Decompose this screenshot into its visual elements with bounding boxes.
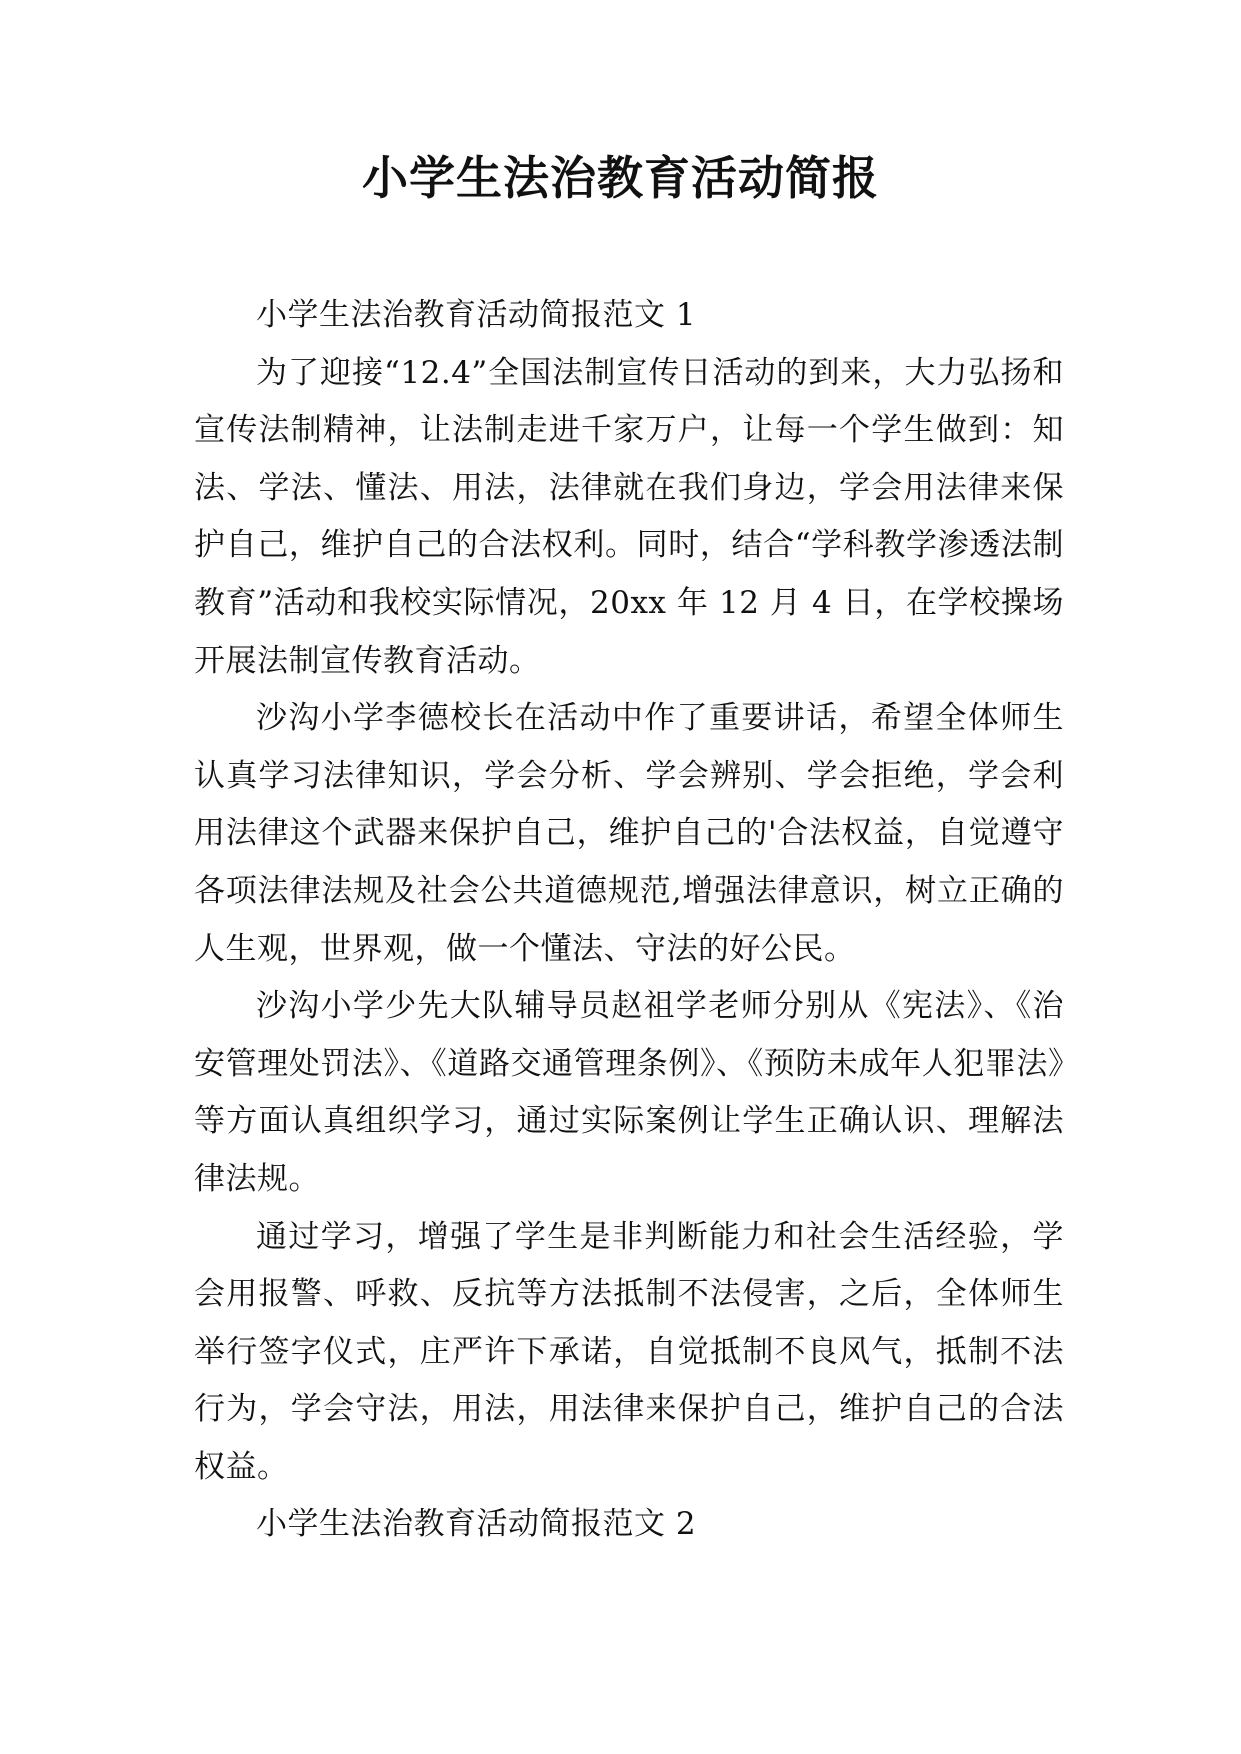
document-title: 小学生法治教育活动简报 <box>362 151 879 205</box>
paragraph-principal-speech: 沙沟小学李德校长在活动中作了重要讲话，希望全体师生认真学习法律知识，学会分析、学会辨别、学会拒绝，学会利用法律这个武器来保护自己，维护自己的'合法权益，自觉遵守各项法律法规及社会公共道德规范,增强法律意识，树立正确的人生观，世界观，做一个懂法、守法的好公民。 <box>194 700 1064 967</box>
section-heading-2: 小学生法治教育活动简报范文 2 <box>256 1506 697 1543</box>
section-heading-1: 小学生法治教育活动简报范文 1 <box>256 297 697 333</box>
document-body <box>194 287 1064 1554</box>
paragraph-counselor-study: 沙沟小学少先大队辅导员赵祖学老师分别从《宪法》、《治安管理处罚法》、《道路交通管理条例》、《预防未成年人犯罪法》等方面认真组织学习，通过实际案例让学生正确认识、理解法律法规。 <box>194 988 1064 1197</box>
paragraph-intro: 为了迎接“12.4”全国法制宣传日活动的到来，大力弘扬和宣传法制精神，让法制走进千家万户，让每一个学生做到：知法、学法、懂法、用法，法律就在我们身边，学会用法律来保护自己，维护自己的合法权利。同时，结合“学科教学渗透法制教育”活动和我校实际情况，20xx 年 12 月 4 日，在学校操场开展法制宣传教育活动。 <box>194 354 1064 679</box>
paragraph-outcome: 通过学习，增强了学生是非判断能力和社会生活经验，学会用报警、呼救、反抗等方法抵制不法侵害，之后，全体师生举行签字仪式，庄严许下承诺，自觉抵制不良风气，抵制不法行为，学会守法，用法，用法律来保护自己，维护自己的合法权益。 <box>194 1218 1064 1485</box>
